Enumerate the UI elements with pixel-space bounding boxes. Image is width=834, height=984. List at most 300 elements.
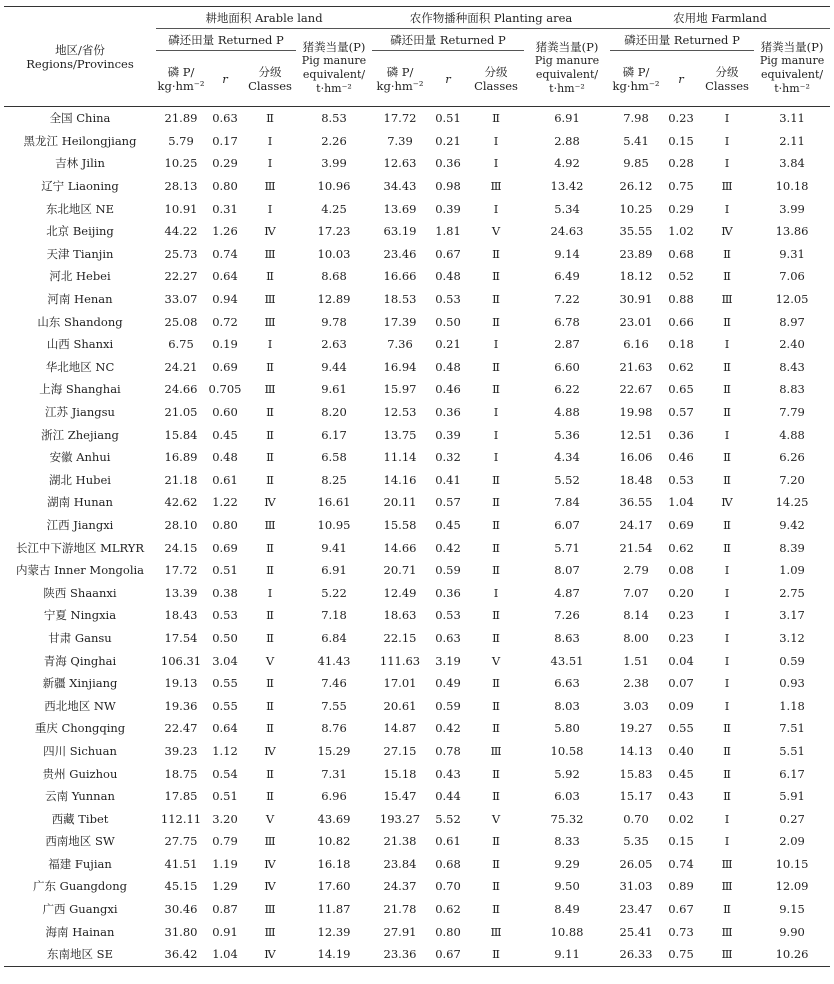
table-row bbox=[4, 288, 830, 311]
farmland-class-cell: Ⅱ bbox=[723, 269, 731, 284]
farmland-class-cell: Ⅰ bbox=[724, 427, 730, 442]
pig-equiv-header bbox=[296, 29, 372, 107]
farmland-p-cell: 10.25 bbox=[619, 201, 653, 216]
farmland-class-cell: Ⅱ bbox=[723, 405, 731, 420]
farmland-class-cell: Ⅲ bbox=[721, 179, 733, 194]
farmland-p-cell: 26.33 bbox=[610, 943, 662, 966]
arable-r-cell: 3.20 bbox=[212, 811, 238, 826]
arable-p-cell: 42.62 bbox=[164, 495, 198, 510]
arable-p-cell: 5.79 bbox=[168, 133, 194, 148]
region-cell: 辽宁 Liaoning bbox=[41, 179, 119, 194]
planting-p-cell: 15.47 bbox=[383, 789, 417, 804]
farmland-p-cell: 25.41 bbox=[619, 924, 653, 939]
arable-r-cell: 0.74 bbox=[212, 246, 238, 261]
farmland-class-cell: Ⅰ bbox=[724, 585, 730, 600]
arable-p-cell: 22.27 bbox=[164, 269, 198, 284]
arable-pig-cell: 10.96 bbox=[317, 179, 351, 194]
farmland-class-cell: Ⅱ bbox=[723, 902, 731, 917]
arable-class-cell: Ⅲ bbox=[264, 314, 276, 329]
farmland-p-cell: 26.05 bbox=[619, 856, 653, 871]
planting-r-cell: 0.68 bbox=[435, 856, 461, 871]
planting-pig-cell: 5.92 bbox=[554, 766, 580, 781]
planting-pig-cell: 8.03 bbox=[554, 698, 580, 713]
arable-r-cell: 0.705 bbox=[208, 382, 242, 397]
arable-p-cell: 27.75 bbox=[164, 834, 198, 849]
classes-header bbox=[468, 51, 524, 107]
arable-class-cell: Ⅳ bbox=[264, 856, 276, 871]
arable-r-cell: 0.55 bbox=[212, 676, 238, 691]
region-cell: 东南地区 SE bbox=[4, 943, 156, 966]
arable-pig-cell: 9.44 bbox=[321, 359, 347, 374]
arable-pig-cell: 7.55 bbox=[321, 698, 347, 713]
planting-class-cell: Ⅱ bbox=[492, 495, 500, 510]
arable-p-cell: 10.25 bbox=[164, 156, 198, 171]
planting-class-cell: Ⅱ bbox=[492, 608, 500, 623]
farmland-pig-cell: 1.18 bbox=[779, 698, 805, 713]
farmland-p-cell: 8.14 bbox=[623, 608, 649, 623]
planting-p-cell: 63.19 bbox=[383, 224, 417, 239]
p-rate-unit: kg·hm⁻² bbox=[157, 78, 205, 93]
arable-p-cell: 45.15 bbox=[164, 879, 198, 894]
farmland-r-cell: 0.43 bbox=[668, 789, 694, 804]
planting-class-cell: Ⅱ bbox=[492, 269, 500, 284]
farmland-p-cell: 8.00 bbox=[623, 630, 649, 645]
farmland-r-cell: 0.28 bbox=[668, 156, 694, 171]
planting-pig-cell: 9.50 bbox=[554, 879, 580, 894]
arable-pig-cell: 7.46 bbox=[321, 676, 347, 691]
p-rate-header bbox=[610, 51, 662, 107]
planting-class-cell: Ⅱ bbox=[492, 630, 500, 645]
arable-class-cell: Ⅱ bbox=[266, 789, 274, 804]
region-cell: 四川 Sichuan bbox=[43, 743, 117, 758]
arable-r-cell: 0.51 bbox=[212, 789, 238, 804]
arable-r-cell: 0.53 bbox=[212, 608, 238, 623]
arable-pig-cell: 16.61 bbox=[317, 495, 351, 510]
table-row bbox=[4, 197, 830, 220]
planting-p-cell: 16.94 bbox=[383, 359, 417, 374]
arable-class-cell: Ⅱ bbox=[266, 608, 274, 623]
group-planting-area: 农作物播种面积 Planting area bbox=[372, 7, 610, 29]
table-row bbox=[4, 446, 830, 469]
arable-class-cell: Ⅲ bbox=[264, 834, 276, 849]
farmland-pig-cell: 10.15 bbox=[775, 856, 809, 871]
planting-pig-cell: 10.88 bbox=[550, 924, 584, 939]
planting-p-cell: 15.58 bbox=[383, 517, 417, 532]
farmland-r-cell: 1.02 bbox=[668, 224, 694, 239]
farmland-r-cell: 0.57 bbox=[668, 405, 694, 420]
farmland-p-cell: 26.12 bbox=[619, 179, 653, 194]
region-cell: 北京 Beijing bbox=[46, 224, 114, 239]
planting-p-cell: 15.97 bbox=[383, 382, 417, 397]
farmland-class-cell: Ⅱ bbox=[723, 314, 731, 329]
region-cell: 山东 Shandong bbox=[37, 314, 123, 329]
planting-class-cell: Ⅱ bbox=[468, 943, 524, 966]
planting-r-cell: 0.80 bbox=[435, 924, 461, 939]
planting-p-cell: 14.16 bbox=[383, 472, 417, 487]
arable-class-cell: Ⅱ bbox=[266, 405, 274, 420]
farmland-pig-cell: 0.93 bbox=[779, 676, 805, 691]
farmland-pig-cell: 7.51 bbox=[779, 721, 805, 736]
arable-p-cell: 106.31 bbox=[160, 653, 202, 668]
table-body bbox=[4, 107, 830, 967]
table-row bbox=[4, 469, 830, 492]
arable-r-cell: 1.04 bbox=[206, 943, 244, 966]
arable-r-cell: 0.51 bbox=[212, 563, 238, 578]
region-header bbox=[4, 7, 156, 107]
planting-p-cell: 18.53 bbox=[383, 292, 417, 307]
returned-p-header: 磷还田量 Returned P bbox=[610, 29, 754, 51]
arable-r-cell: 1.22 bbox=[212, 495, 238, 510]
farmland-class-cell: Ⅰ bbox=[724, 563, 730, 578]
pig-equiv-line2: equivalent/ bbox=[760, 67, 824, 81]
farmland-p-cell: 2.38 bbox=[623, 676, 649, 691]
farmland-r-cell: 0.46 bbox=[668, 450, 694, 465]
region-cell: 青海 Qinghai bbox=[43, 653, 117, 668]
region-cell: 长江中下游地区 MLRYR bbox=[15, 540, 145, 555]
arable-p-cell: 15.84 bbox=[164, 427, 198, 442]
arable-pig-cell: 6.96 bbox=[321, 789, 347, 804]
planting-class-cell: Ⅰ bbox=[493, 450, 499, 465]
planting-r-cell: 3.19 bbox=[435, 653, 461, 668]
planting-class-cell: Ⅱ bbox=[492, 292, 500, 307]
region-cell: 陕西 Shaanxi bbox=[43, 585, 117, 600]
arable-r-cell: 0.69 bbox=[212, 540, 238, 555]
planting-class-cell: Ⅱ bbox=[492, 111, 500, 126]
table-row bbox=[4, 627, 830, 650]
arable-r-cell: 0.60 bbox=[212, 405, 238, 420]
planting-class-cell: Ⅱ bbox=[492, 856, 500, 871]
farmland-class-cell: Ⅲ bbox=[721, 856, 733, 871]
farmland-pig-cell: 14.25 bbox=[775, 495, 809, 510]
arable-class-cell: Ⅴ bbox=[265, 653, 275, 668]
planting-p-cell: 22.15 bbox=[383, 630, 417, 645]
arable-p-cell: 10.91 bbox=[164, 201, 198, 216]
planting-class-cell: Ⅱ bbox=[492, 563, 500, 578]
planting-p-cell: 13.75 bbox=[383, 427, 417, 442]
arable-class-cell: Ⅴ bbox=[265, 811, 275, 826]
arable-r-cell: 0.87 bbox=[212, 902, 238, 917]
planting-r-cell: 0.98 bbox=[435, 179, 461, 194]
r-header: r bbox=[428, 51, 468, 107]
planting-r-cell: 0.57 bbox=[435, 495, 461, 510]
arable-p-cell: 17.54 bbox=[164, 630, 198, 645]
farmland-p-cell: 31.03 bbox=[619, 879, 653, 894]
arable-pig-cell: 14.19 bbox=[296, 943, 372, 966]
planting-pig-cell: 43.51 bbox=[550, 653, 584, 668]
farmland-p-cell: 19.98 bbox=[619, 405, 653, 420]
planting-class-cell: Ⅰ bbox=[493, 427, 499, 442]
arable-r-cell: 0.79 bbox=[212, 834, 238, 849]
arable-pig-cell: 43.69 bbox=[317, 811, 351, 826]
planting-r-cell: 0.49 bbox=[435, 676, 461, 691]
returned-p-header: 磷还田量 Returned P bbox=[372, 29, 524, 51]
region-cell: 甘肃 Gansu bbox=[48, 630, 112, 645]
table-row bbox=[4, 130, 830, 153]
farmland-pig-cell: 7.20 bbox=[779, 472, 805, 487]
planting-r-cell: 0.67 bbox=[435, 246, 461, 261]
r-header: r bbox=[662, 51, 700, 107]
table-row bbox=[4, 740, 830, 763]
arable-p-cell: 6.75 bbox=[168, 337, 194, 352]
arable-r-cell: 0.80 bbox=[212, 517, 238, 532]
p-rate-label: 磷 P/ bbox=[622, 64, 650, 79]
planting-r-cell: 0.51 bbox=[435, 111, 461, 126]
farmland-class-cell: Ⅱ bbox=[723, 517, 731, 532]
farmland-r-cell: 0.53 bbox=[668, 472, 694, 487]
table-row bbox=[4, 107, 830, 130]
planting-pig-cell: 2.87 bbox=[554, 337, 580, 352]
classes-header bbox=[700, 51, 754, 107]
planting-p-cell: 27.15 bbox=[383, 743, 417, 758]
farmland-p-cell: 18.48 bbox=[619, 472, 653, 487]
planting-pig-cell: 7.84 bbox=[554, 495, 580, 510]
classes-label-en: Classes bbox=[705, 78, 749, 93]
region-cell: 福建 Fujian bbox=[48, 856, 112, 871]
farmland-p-cell: 23.01 bbox=[619, 314, 653, 329]
planting-pig-cell: 13.42 bbox=[550, 179, 584, 194]
planting-class-cell: Ⅰ bbox=[493, 585, 499, 600]
arable-r-cell: 0.19 bbox=[212, 337, 238, 352]
table-row bbox=[4, 310, 830, 333]
region-cell: 上海 Shanghai bbox=[39, 382, 121, 397]
table-row bbox=[4, 943, 830, 966]
farmland-r-cell: 0.04 bbox=[668, 653, 694, 668]
planting-p-cell: 17.72 bbox=[383, 111, 417, 126]
farmland-class-cell: Ⅱ bbox=[723, 766, 731, 781]
farmland-r-cell: 0.07 bbox=[668, 676, 694, 691]
farmland-p-cell: 16.06 bbox=[619, 450, 653, 465]
group-arable-land: 耕地面积 Arable land bbox=[156, 7, 372, 29]
farmland-class-cell: Ⅰ bbox=[724, 698, 730, 713]
table-row bbox=[4, 717, 830, 740]
region-cell: 新疆 Xinjiang bbox=[42, 676, 118, 691]
arable-p-cell: 24.66 bbox=[164, 382, 198, 397]
farmland-pig-cell: 3.12 bbox=[779, 630, 805, 645]
table-row bbox=[4, 785, 830, 808]
planting-pig-cell: 5.80 bbox=[554, 721, 580, 736]
region-cell: 西藏 Tibet bbox=[51, 811, 109, 826]
farmland-class-cell: Ⅲ bbox=[700, 943, 754, 966]
arable-class-cell: Ⅰ bbox=[267, 156, 273, 171]
planting-class-cell: Ⅴ bbox=[491, 811, 501, 826]
arable-p-cell: 19.13 bbox=[164, 676, 198, 691]
arable-p-cell: 18.75 bbox=[164, 766, 198, 781]
planting-class-cell: Ⅰ bbox=[493, 405, 499, 420]
farmland-p-cell: 7.98 bbox=[623, 111, 649, 126]
planting-pig-cell: 5.36 bbox=[554, 427, 580, 442]
r-header: r bbox=[206, 51, 244, 107]
arable-p-cell: 17.72 bbox=[164, 563, 198, 578]
farmland-p-cell: 2.79 bbox=[623, 563, 649, 578]
arable-r-cell: 0.69 bbox=[212, 359, 238, 374]
arable-class-cell: Ⅳ bbox=[244, 943, 296, 966]
farmland-class-cell: Ⅰ bbox=[724, 608, 730, 623]
planting-p-cell: 23.46 bbox=[383, 246, 417, 261]
planting-p-cell: 7.36 bbox=[387, 337, 413, 352]
arable-r-cell: 1.19 bbox=[212, 856, 238, 871]
farmland-class-cell: Ⅲ bbox=[721, 879, 733, 894]
planting-pig-cell: 4.88 bbox=[554, 405, 580, 420]
arable-class-cell: Ⅳ bbox=[264, 743, 276, 758]
planting-pig-cell: 9.11 bbox=[524, 943, 610, 966]
planting-class-cell: Ⅰ bbox=[493, 337, 499, 352]
arable-r-cell: 0.61 bbox=[212, 472, 238, 487]
farmland-r-cell: 0.68 bbox=[668, 246, 694, 261]
region-cell: 宁夏 Ningxia bbox=[43, 608, 117, 623]
farmland-r-cell: 1.04 bbox=[668, 495, 694, 510]
farmland-pig-cell: 9.42 bbox=[779, 517, 805, 532]
arable-pig-cell: 15.29 bbox=[317, 743, 351, 758]
arable-r-cell: 0.72 bbox=[212, 314, 238, 329]
table-row bbox=[4, 536, 830, 559]
farmland-r-cell: 0.23 bbox=[668, 630, 694, 645]
planting-p-cell: 15.18 bbox=[383, 766, 417, 781]
planting-class-cell: Ⅱ bbox=[492, 472, 500, 487]
planting-p-cell: 34.43 bbox=[383, 179, 417, 194]
planting-pig-cell: 5.34 bbox=[554, 201, 580, 216]
farmland-r-cell: 0.08 bbox=[668, 563, 694, 578]
farmland-class-cell: Ⅱ bbox=[723, 246, 731, 261]
arable-class-cell: Ⅳ bbox=[264, 495, 276, 510]
farmland-r-cell: 0.62 bbox=[668, 359, 694, 374]
arable-pig-cell: 6.91 bbox=[321, 563, 347, 578]
planting-p-cell: 21.78 bbox=[383, 902, 417, 917]
arable-r-cell: 0.54 bbox=[212, 766, 238, 781]
planting-pig-cell: 75.32 bbox=[550, 811, 584, 826]
returned-p-header: 磷还田量 Returned P bbox=[156, 29, 296, 51]
arable-pig-cell: 8.68 bbox=[321, 269, 347, 284]
arable-p-cell: 31.80 bbox=[164, 924, 198, 939]
p-rate-label: 磷 P/ bbox=[167, 64, 195, 79]
planting-p-cell: 16.66 bbox=[383, 269, 417, 284]
planting-r-cell: 0.67 bbox=[428, 943, 468, 966]
farmland-pig-cell: 5.51 bbox=[779, 743, 805, 758]
planting-class-cell: Ⅱ bbox=[492, 676, 500, 691]
arable-p-cell: 25.73 bbox=[164, 246, 198, 261]
farmland-r-cell: 0.66 bbox=[668, 314, 694, 329]
planting-class-cell: Ⅱ bbox=[492, 314, 500, 329]
farmland-p-cell: 9.85 bbox=[623, 156, 649, 171]
arable-p-cell: 36.42 bbox=[156, 943, 206, 966]
classes-label-zh: 分级 bbox=[258, 64, 282, 79]
farmland-r-cell: 0.15 bbox=[668, 133, 694, 148]
farmland-pig-cell: 2.75 bbox=[779, 585, 805, 600]
farmland-class-cell: Ⅱ bbox=[723, 789, 731, 804]
farmland-class-cell: Ⅳ bbox=[721, 495, 733, 510]
planting-pig-cell: 10.58 bbox=[550, 743, 584, 758]
farmland-class-cell: Ⅲ bbox=[721, 924, 733, 939]
phosphorus-return-table bbox=[4, 6, 830, 967]
table-row bbox=[4, 559, 830, 582]
farmland-p-cell: 15.17 bbox=[619, 789, 653, 804]
region-cell: 内蒙古 Inner Mongolia bbox=[15, 563, 145, 578]
arable-class-cell: Ⅳ bbox=[264, 224, 276, 239]
planting-pig-cell: 8.63 bbox=[554, 630, 580, 645]
farmland-pig-cell: 8.39 bbox=[779, 540, 805, 555]
arable-class-cell: Ⅱ bbox=[266, 450, 274, 465]
arable-p-cell: 28.13 bbox=[164, 179, 198, 194]
farmland-pig-cell: 13.86 bbox=[775, 224, 809, 239]
table-row bbox=[4, 152, 830, 175]
planting-p-cell: 12.53 bbox=[383, 405, 417, 420]
planting-r-cell: 0.32 bbox=[435, 450, 461, 465]
farmland-r-cell: 0.29 bbox=[668, 201, 694, 216]
pig-equiv-line1: Pig manure bbox=[534, 53, 600, 67]
planting-class-cell: Ⅱ bbox=[492, 789, 500, 804]
planting-pig-cell: 4.34 bbox=[554, 450, 580, 465]
planting-r-cell: 0.21 bbox=[435, 133, 461, 148]
farmland-r-cell: 0.74 bbox=[668, 856, 694, 871]
planting-class-cell: Ⅱ bbox=[492, 698, 500, 713]
planting-class-cell: Ⅱ bbox=[492, 766, 500, 781]
arable-r-cell: 1.12 bbox=[212, 743, 238, 758]
arable-class-cell: Ⅱ bbox=[266, 698, 274, 713]
farmland-r-cell: 0.73 bbox=[668, 924, 694, 939]
region-header-en: Regions/Provinces bbox=[26, 56, 134, 71]
arable-class-cell: Ⅱ bbox=[266, 269, 274, 284]
farmland-class-cell: Ⅱ bbox=[723, 540, 731, 555]
farmland-pig-cell: 3.99 bbox=[779, 201, 805, 216]
farmland-p-cell: 30.91 bbox=[619, 292, 653, 307]
planting-pig-cell: 6.60 bbox=[554, 359, 580, 374]
farmland-pig-cell: 1.09 bbox=[779, 563, 805, 578]
planting-r-cell: 0.36 bbox=[435, 156, 461, 171]
arable-pig-cell: 2.26 bbox=[321, 133, 347, 148]
farmland-pig-cell: 3.84 bbox=[779, 156, 805, 171]
region-cell: 江西 Jiangxi bbox=[46, 517, 114, 532]
planting-class-cell: Ⅱ bbox=[492, 517, 500, 532]
farmland-pig-cell: 6.17 bbox=[779, 766, 805, 781]
planting-class-cell: Ⅱ bbox=[492, 246, 500, 261]
planting-r-cell: 0.53 bbox=[435, 608, 461, 623]
pig-equiv-title: 猪粪当量(P) bbox=[302, 39, 366, 54]
farmland-pig-cell: 8.97 bbox=[779, 314, 805, 329]
arable-pig-cell: 17.23 bbox=[317, 224, 351, 239]
farmland-pig-cell: 2.40 bbox=[779, 337, 805, 352]
region-cell: 湖北 Hubei bbox=[49, 472, 111, 487]
arable-p-cell: 24.15 bbox=[164, 540, 198, 555]
arable-p-cell: 41.51 bbox=[164, 856, 198, 871]
planting-p-cell: 12.49 bbox=[383, 585, 417, 600]
classes-header bbox=[244, 51, 296, 107]
farmland-r-cell: 0.55 bbox=[668, 721, 694, 736]
region-cell: 黑龙江 Heilongjiang bbox=[23, 133, 137, 148]
planting-pig-cell: 4.92 bbox=[554, 156, 580, 171]
farmland-class-cell: Ⅰ bbox=[724, 811, 730, 826]
farmland-pig-cell: 4.88 bbox=[779, 427, 805, 442]
planting-class-cell: Ⅱ bbox=[492, 902, 500, 917]
arable-pig-cell: 9.41 bbox=[321, 540, 347, 555]
planting-class-cell: Ⅲ bbox=[490, 924, 502, 939]
planting-class-cell: Ⅱ bbox=[492, 359, 500, 374]
arable-pig-cell: 16.18 bbox=[317, 856, 351, 871]
planting-p-cell: 20.61 bbox=[383, 698, 417, 713]
farmland-pig-cell: 12.09 bbox=[775, 879, 809, 894]
farmland-class-cell: Ⅰ bbox=[724, 111, 730, 126]
arable-r-cell: 0.45 bbox=[212, 427, 238, 442]
farmland-p-cell: 12.51 bbox=[619, 427, 653, 442]
farmland-r-cell: 0.09 bbox=[668, 698, 694, 713]
planting-p-cell: 14.66 bbox=[383, 540, 417, 555]
arable-pig-cell: 6.84 bbox=[321, 630, 347, 645]
farmland-r-cell: 0.65 bbox=[668, 382, 694, 397]
arable-r-cell: 0.29 bbox=[212, 156, 238, 171]
region-cell: 吉林 Jilin bbox=[55, 156, 105, 171]
planting-r-cell: 0.70 bbox=[435, 879, 461, 894]
planting-pig-cell: 9.14 bbox=[554, 246, 580, 261]
pig-equiv-title: 猪粪当量(P) bbox=[535, 39, 599, 54]
arable-class-cell: Ⅰ bbox=[267, 337, 273, 352]
